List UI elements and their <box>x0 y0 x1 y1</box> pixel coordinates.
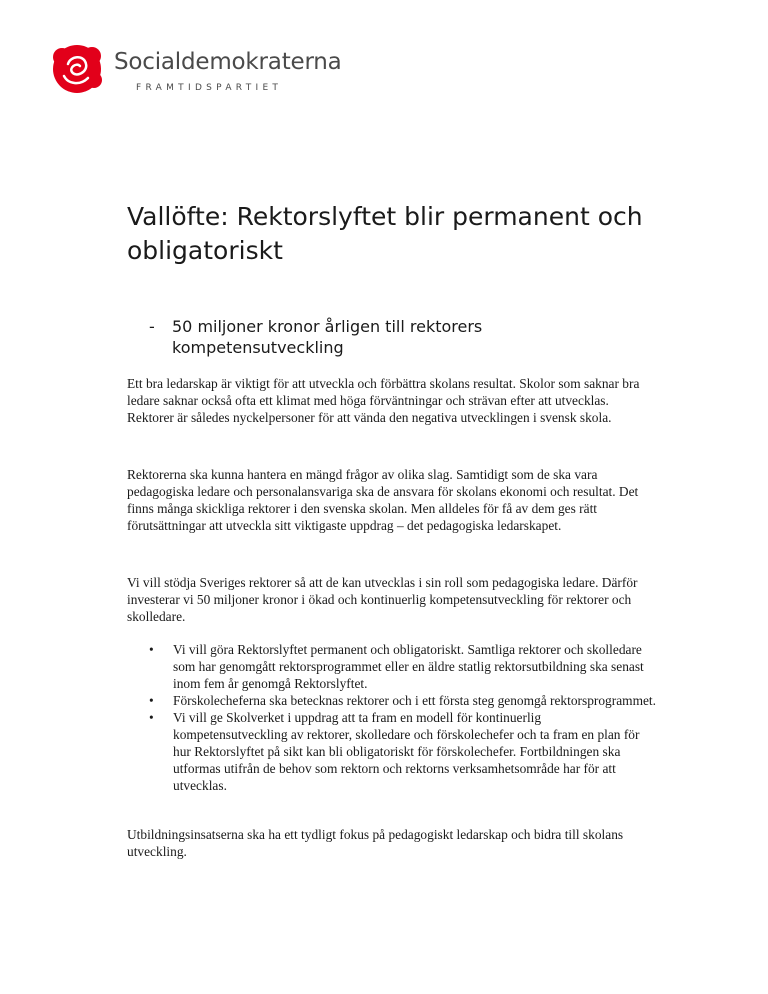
list-item-text: Vi vill göra Rektorslyftet permanent och obligatoriskt. Samtliga rektorer och skolledare som har genomgått rektorsprogrammet eller en äldre statlig rektorsutbildning ska senast inom fem år genomgå Rektorslyftet. <box>173 642 644 691</box>
logo-tagline: FRAMTIDSPARTIET <box>136 83 283 93</box>
list-item <box>127 709 657 794</box>
paragraph: Vi vill stödja Sveriges rektorer så att de kan utvecklas i sin roll som pedagogiska ledare. Därför investerar vi 50 miljoner kronor i ökad och kontinuerlig kompetensutveckling för rektorer och skolledare. <box>127 575 638 624</box>
bullet-icon: • <box>149 693 154 708</box>
paragraph: Rektorerna ska kunna hantera en mängd frågor av olika slag. Samtidigt som de ska vara pedagogiska ledare och personalansvariga ska de ansvara för skolans ekonomi och resultat. Det finns många skickliga rektorer i den svenska skolan. Men alldeles för få av dem ges rätt förutsättningar att utveckla sitt viktigaste uppdrag – det pedagogiska ledarskapet. <box>127 467 639 533</box>
party-logo <box>50 40 342 100</box>
paragraph: Utbildningsinsatserna ska ha ett tydligt fokus på pedagogiskt ledarskap och bidra till skolans utveckling. <box>127 827 624 859</box>
rose-icon <box>50 42 104 96</box>
list-item-text: Förskolecheferna ska betecknas rektorer och i ett första steg genomgå rektorsprogrammet. <box>173 693 656 708</box>
bullet-icon: • <box>149 710 154 725</box>
list-item <box>127 692 657 709</box>
list-item <box>127 641 657 692</box>
logo-name: Socialdemokraterna <box>114 49 342 75</box>
bullet-icon: • <box>149 642 154 657</box>
subtitle-dash: - <box>149 317 155 336</box>
bullet-list <box>127 641 657 794</box>
subtitle-text: 50 miljoner kronor årligen till rektorers kompetensutveckling <box>172 317 483 357</box>
list-item-text: Vi vill ge Skolverket i uppdrag att ta fram en modell för kontinuerlig kompetensutveckling av rektorer, skolledare och förskolechefer och ta fram en plan för hur Rektorslyftet på sikt kan bli obligatoriskt för förskolechefer. Fortbildningen ska utformas utifrån de behov som rektorn och rektorns verksamhetsområde har för att utvecklas. <box>173 710 640 793</box>
page-title: Vallöfte: Rektorslyftet blir permanent och obligatoriskt <box>127 202 643 265</box>
paragraph: Ett bra ledarskap är viktigt för att utveckla och förbättra skolans resultat. Skolor som saknar bra ledare saknar också ofta ett klimat med höga förväntningar och strävan efter att utvecklas. Rektorer är således nyckelpersoner för att vända den negativa utvecklingen i svensk skola. <box>127 376 640 425</box>
